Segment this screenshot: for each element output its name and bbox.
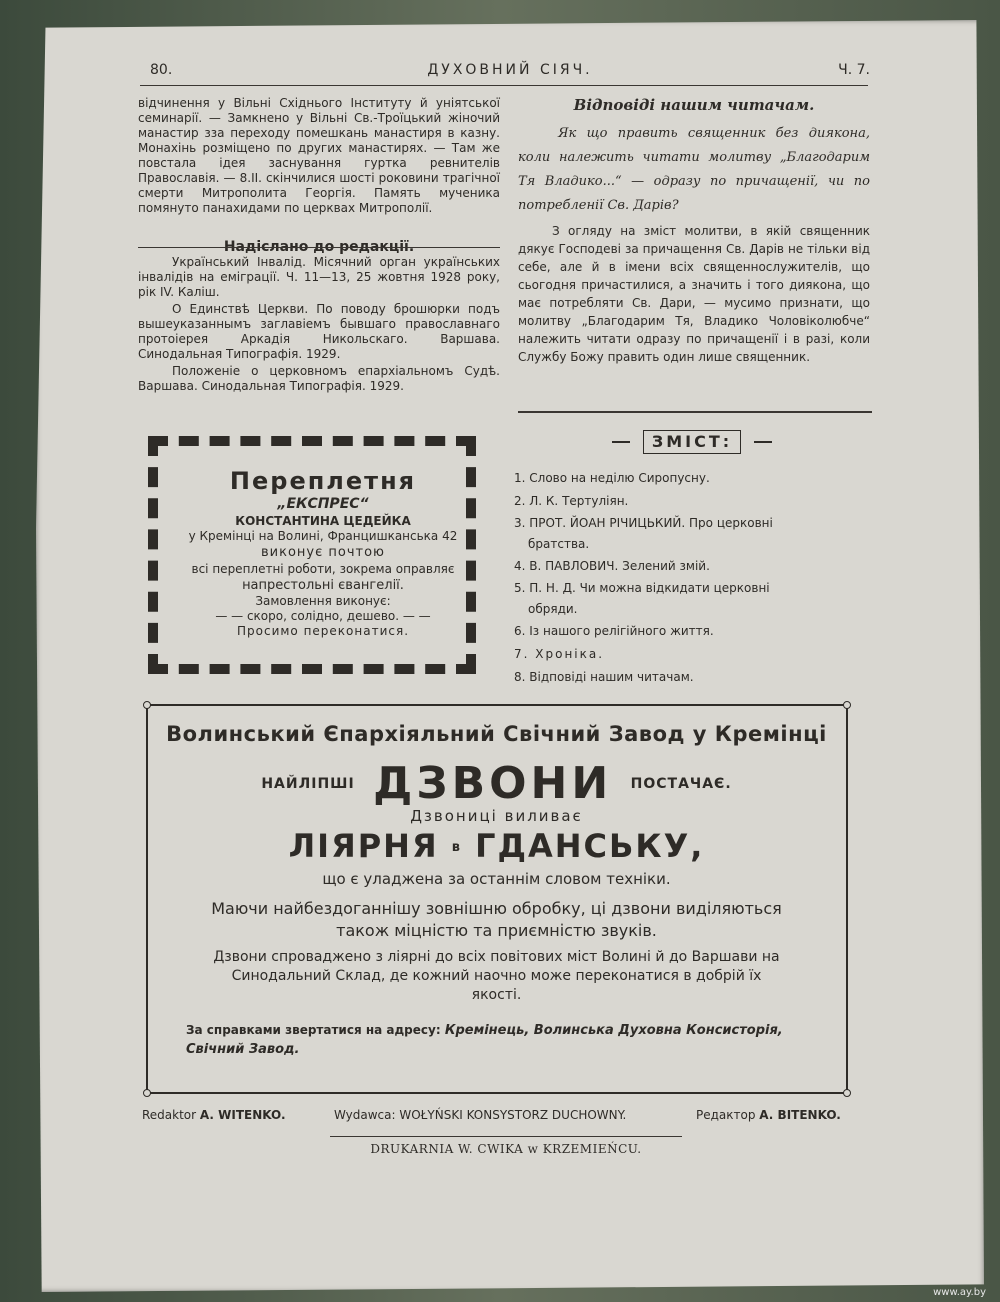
foundry-word: ЛІЯРНЯ: [288, 827, 439, 865]
editor-name: A. WITENKO.: [199, 1108, 286, 1122]
publisher: [334, 1108, 626, 1122]
editor-name: A. BITENKO.: [759, 1108, 841, 1122]
bindery-advertisement: [148, 436, 476, 674]
corner-ornament: [843, 701, 851, 709]
header-divider: [140, 85, 868, 86]
page-header: [150, 62, 870, 84]
list-item: 8. Відповіді нашим читачам.: [514, 670, 694, 684]
foundry-preposition: в: [451, 840, 462, 855]
delivery-line: Дзвони спроваджено з ліярні до всіх повітових міст Волині й до Варшави на Синодальний Склад, де кожний наочно може переконатися в добрій їх якості.: [213, 949, 780, 1003]
bindery-owner: КОНСТАНТИНА ЦЕДЕЙКА: [235, 514, 411, 528]
issue-number: Ч. 7.: [838, 62, 870, 78]
received-item: Український Інвалід. Місячний орган українських інвалідів на еміграції. Ч. 11—13, 25 жовтня 1928 року, рік IV. Каліш.: [138, 255, 500, 299]
list-item-continued: братства.: [528, 537, 590, 551]
section-divider: [518, 411, 872, 413]
quality-line: Маючи найбездоганнішу зовнішню обробку, ці дзвони виділяються також міцністю та приємністю звуків.: [211, 899, 782, 940]
list-item: 7. Хроніка.: [514, 647, 605, 661]
page-number: 80.: [150, 62, 173, 78]
foundry-city: ГДАНСЬКУ,: [475, 827, 705, 865]
editor-cyrillic: [696, 1108, 841, 1122]
editor-label: Redaktor: [142, 1108, 197, 1122]
heading-ornament: [754, 441, 772, 443]
publisher-label: Wydawca:: [334, 1108, 396, 1122]
equipped-line: що є уладжена за останнім словом техніки.: [322, 870, 671, 888]
list-item: 2. Л. К. Тертуліян.: [514, 494, 629, 508]
section-divider: [138, 247, 500, 248]
corner-ornament: [143, 701, 151, 709]
printer-line: DRUKARNIA W. CWIKA w KRZEMIEŃCU.: [370, 1142, 642, 1156]
contents-heading: [612, 430, 772, 454]
editor-label: Редактор: [696, 1108, 756, 1122]
bindery-line: — — скоро, солідно, дешево. — —: [215, 609, 431, 623]
ad-headline: Волинський Єпархіяльний Свічний Завод у Кремінці: [166, 722, 827, 746]
bindery-line: Замовлення виконує:: [255, 594, 391, 608]
bells-advertisement: [146, 704, 848, 1094]
bindery-line: всі переплетні роботи, зокрема оправляє: [191, 562, 455, 576]
watermark: www.ay.by: [933, 1287, 986, 1298]
chronicle-paragraph: відчинення у Вільні Східнього Інституту й уніятської семинарії. — Замкнено у Вільні Св.-Троїцький жіночий манастир зза переходу помешкань манастиря в казну. Монахінь розміщено по других манастирях. — Там же повстала ідея заснування гуртка ревнителів Православія. — 8.II. скінчилися шості роковини трагічної смерти Митрополита Георгія. Память мученика помянуто панахидами по церквах Митрополії.: [138, 96, 500, 215]
corner-ornament: [843, 1089, 851, 1097]
journal-title: ДУХОВНИЙ СІЯЧ.: [427, 62, 593, 78]
received-heading: Надіслано до редакції.: [223, 239, 415, 255]
received-item: О Единствѣ Церкви. По поводу брошюрки подъ вышеуказаннымъ заглавіемъ бывшаго православнаго протоіерея Аркадія Никольскаго. Варшава. Синодальная Типографія. 1929.: [138, 302, 500, 361]
list-item: 4. В. ПАВЛОВИЧ. Зелений змій.: [514, 559, 710, 573]
bindery-line: напрестольні євангелії.: [242, 578, 404, 593]
contact-address: Кремінець, Волинська Духовна Консисторія, Свічний Завод.: [186, 1023, 783, 1057]
contents-list: [514, 468, 870, 690]
contact-line: [148, 1021, 845, 1059]
contact-label: За справками звертатися на адресу:: [186, 1023, 441, 1037]
bells-line: [148, 758, 845, 809]
publisher-name: WOŁYŃSKI KONSYSTORZ DUCHOWNY.: [399, 1108, 627, 1122]
left-column: [138, 96, 500, 396]
corner-ornament: [143, 1089, 151, 1097]
supplies-word: ПОСТАЧАЄ.: [630, 776, 732, 792]
cast-by-line: Дзвониці виливає: [410, 807, 583, 825]
list-item: 1. Слово на неділю Сиропусну.: [514, 471, 710, 485]
editor-answer: З огляду на зміст молитви, в якій священник дякує Господеві за причащення Св. Дарів не тільки від себе, але й в імени всіх священнослужителів, що сьогодня причастилися, а значить і того диякона, що має потребляти Св. Дари, — мусимо признати, що молитву „Благодарим Тя, Владико Чоловіколюбче“ належить читати одразу по причащенії і в разі, коли Службу Божу править один лише священник.: [518, 224, 870, 364]
right-column: [518, 96, 870, 366]
editor-latin: [142, 1108, 286, 1122]
list-item: 5. П. Н. Д. Чи можна відкидати церковні: [514, 581, 770, 595]
best-word: НАЙЛІПШІ: [261, 776, 355, 792]
answers-heading: Відповіді нашим читачам.: [573, 96, 815, 114]
foundry-line: [148, 826, 845, 868]
reader-question: Як що править священник без диякона, коли належить читати молитву „Благодарим Тя Владико...“ — одразу по причащенії, чи по потребленії Св. Дарів?: [518, 126, 870, 213]
bells-word: ДЗВОНИ: [373, 758, 613, 809]
bindery-name: „ЕКСПРЕС“: [277, 496, 369, 512]
bindery-address: у Кремінці на Волині, Францишканська 42: [188, 529, 458, 543]
bindery-line: виконує почтою: [261, 545, 385, 560]
list-item: 6. Із нашого релігійного життя.: [514, 624, 714, 638]
footer-divider: [330, 1136, 682, 1137]
bindery-line: Просимо переконатися.: [236, 624, 410, 638]
heading-ornament: [612, 441, 630, 443]
bindery-title: Переплетня: [229, 467, 417, 495]
list-item-continued: обряди.: [528, 602, 578, 616]
list-item: 3. ПРОТ. ЙОАН РІЧИЦЬКИЙ. Про церковні: [514, 516, 773, 530]
contents-title: ЗМІСТ:: [643, 430, 741, 454]
received-item: Положеніе о церковномъ епархіальномъ Судѣ. Варшава. Синодальная Типографія. 1929.: [138, 364, 500, 393]
